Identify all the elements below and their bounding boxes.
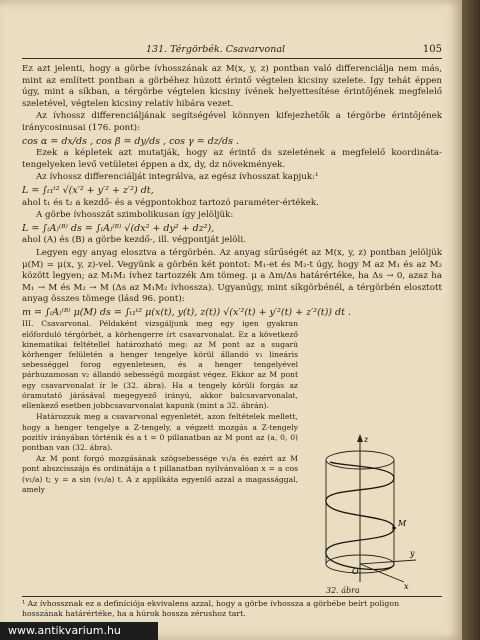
label-z: z [364,435,369,444]
helix-figure [300,432,420,590]
label-m: M [398,519,407,528]
y-axis [360,560,416,564]
paragraph: ahol t₁ és t₂ a kezdő- és a végpontokhoz tartozó paraméter-értékek. [22,197,319,208]
formula-arc-length-symbolic: L = ∫₍A₎⁽ᴮ⁾ ds = ∫₍A₎⁽ᴮ⁾ √(dx² + dy² + dz²), [22,222,215,234]
section-helix: III. Csavarvonal. Példaként vizsgáljunk meg egy igen gyakran előforduló térgörbét, a körhengerre írt csavarvonalat. Ez a következő kinematikai feltétellel határozható meg: az M pont az a sugarú körhenger felületén a henger tengelye körül állandó v₁ lineáris sebességgel forog egyenletesen, és a henger tengelyével párhuzamosan v₂ állandó sebességű mozgást végez. Ekkor az M pont egy csavarvonalat ír le (32. ábra). Ha a tengely körüli forgás az óramutató járásával megegyező irányú, akkor balcsavarvonalat, ellenkező esetben jobbcsavarvonalat kapunk (mint a 32. ábrán). [22,319,298,411]
paragraph: Legyen egy anyag elosztva a térgörbén. Az anyag sűrűségét az M(x, y, z) pontban jelöljük μ(M) = μ(x, y, z)-vel. Vegyünk a görbén két pontot: M₁-et és M₂-t úgy, hogy M az M₁ és az M₂ között legyen; az M₁M₂ ívhez tartozzék Δm tömeg. μ a Δm/Δs határértéke, ha Δs → 0, azaz ha M₁ → M és M₂ → M (Δs az M₁M₂ ívhossza). Ugyanúgy, mint síkgörbénél, a térgörbén elosztott anyag összes tömege (lásd 96. pont): [22,247,442,305]
label-x: x [404,582,409,590]
figure-caption: 32. ábra [326,586,360,595]
footnote: ¹ Az ívhossznak ez a definíciója ekvivalens azzal, hogy a görbe ívhossza a görbébe beírt poligon hosszának határértéke, ha a húrok hossza zérushoz tart. [22,596,442,619]
formula-arc-length: L = ∫ₜ₁ᵗ² √(x′² + y′² + z′²) dt, [22,184,154,196]
watermark: www.antikvarium.hu [0,622,158,640]
paragraph: Az ívhossz differenciáljának segítségével könnyen kifejezhetők a térgörbe érintőjének iránycosinusai (176. pont): [22,111,442,133]
paragraph: Határozzuk meg a csavarvonal egyenletét, azon feltételek mellett, hogy a henger tengelye a Z-tengely, a végzett mozgás a Z-tengely pozitív irányában történik és a t = 0 pillanatban az M pont az (a, 0, 0) pontban van (32. ábra). [22,412,298,452]
paragraph: A görbe ívhosszát szimbolikusan így jelöljük: [36,210,234,221]
header-title: 131. Térgörbék. Csavarvonal [146,44,286,55]
paragraph: Ez azt jelenti, hogy a görbe ívhosszának az M(x, y, z) pontban való differenciálja nem más, mint az említett pontban a görbéhez húzott érintő végtelen kicsiny szelete. Így tehát éppen úgy, mint a síkban, a térgörbe végtelen kicsiny ívének helyettesítése érintőjének megfelelő szeletével, végtelen kicsiny relatív hibára vezet. [22,64,442,109]
z-axis-arrow [357,434,363,442]
formula-mass: m = ∫₍A₎⁽ᴮ⁾ μ(M) ds = ∫ₜ₁ᵗ² μ(x(t), y(t), z(t)) √(x′²(t) + y′²(t) + z′²(t)) dt . [22,306,351,318]
book-edge [462,0,480,640]
paragraph: Ezek a képletek azt mutatják, hogy az érintő ds szeletének a megfelelő koordináta-tengelyeken levő vetületei éppen a dx, dy, dz növekmények. [22,148,442,170]
paragraph: Az M pont forgó mozgásának szögsebessége v₁/a és ezért az M pont abszcisszája és ordinátája a t pillanatban nyilvánvalóan x = a cos (v₁/a) t; y = a sin (v₁/a) t. A z applikáta egyenlő azzal a magassággal, amely [22,454,298,494]
paragraph: Az ívhossz differenciálját integrálva, az egész ívhosszat kapjuk:¹ [36,172,319,183]
header-rule [22,58,442,59]
formula-direction-cosines: cos α = dx/ds , cos β = dy/ds , cos γ = dz/ds . [22,135,239,147]
page-number: 105 [422,44,442,55]
paragraph: ahol (A) és (B) a görbe kezdő-, ill. végpontját jelöli. [22,235,246,246]
running-header [22,44,442,60]
label-o: O [352,567,359,576]
point-m [392,526,396,530]
label-y: y [410,549,415,558]
